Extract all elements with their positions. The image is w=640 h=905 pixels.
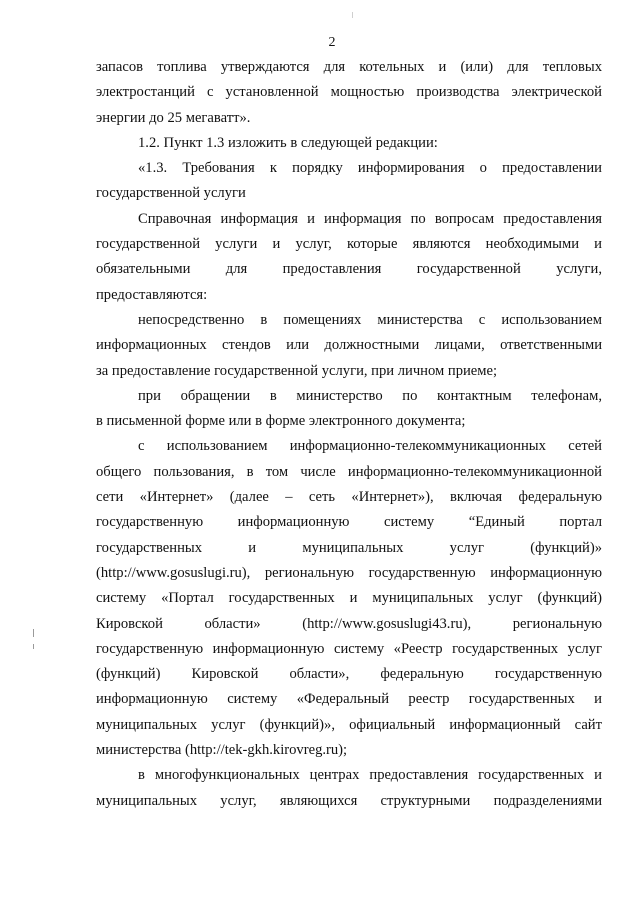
text-line: муниципальных услуг, являющихся структурными подразделениями	[96, 792, 602, 809]
text-line: министерства (http://tek-gkh.kirovreg.ru);	[96, 742, 348, 759]
text-line: 1.2. Пункт 1.3 изложить в следующей редакции:	[138, 134, 438, 151]
text-line: электростанций с установленной мощностью производства электрической	[96, 84, 602, 101]
text-line: общего пользования, в том числе информационно-телекоммуникационной	[96, 463, 602, 480]
text-line: Справочная информация и информация по вопросам предоставления	[138, 210, 602, 227]
scan-artifact	[33, 629, 34, 637]
paragraph-multifunctional-centers	[96, 763, 602, 814]
text-line: за предоставление государственной услуги, при личном приеме;	[96, 362, 498, 379]
text-line: непосредственно в помещениях министерства с использованием	[138, 311, 602, 328]
text-line: обязательными для предоставления государственной услуги,	[96, 261, 602, 278]
body-text	[96, 55, 602, 814]
text-line: предоставляются:	[96, 286, 208, 303]
text-line: информационных стендов или должностными лицами, ответственными	[96, 337, 602, 354]
text-line: информационную систему «Федеральный реестр государственных и	[96, 691, 602, 708]
text-line: в письменной форме или в форме электронного документа;	[96, 413, 466, 430]
paragraph-internet-networks	[96, 434, 602, 763]
text-line: при обращении в министерство по контактным телефонам,	[138, 387, 602, 404]
text-line: государственной услуги и услуг, которые являются необходимыми и	[96, 236, 602, 253]
text-line: систему «Портал государственных и муниципальных услуг (функций)	[96, 590, 602, 607]
text-line: государственную информационную систему «Реестр государственных услуг	[96, 640, 602, 657]
text-line: с использованием информационно-телекоммуникационных сетей	[138, 438, 602, 455]
scan-artifact	[33, 644, 34, 649]
text-line: запасов топлива утверждаются для котельных и (или) для тепловых	[96, 59, 602, 75]
paragraph-reference-info	[96, 207, 602, 308]
text-line: в многофункциональных центрах предоставления государственных и	[138, 767, 602, 784]
paragraph-fuel-reserves	[96, 55, 602, 131]
paragraph-section-1-3-heading	[96, 156, 602, 207]
text-line: муниципальных услуг (функций)», официальный информационный сайт	[96, 716, 602, 733]
paragraph-phone-contact	[96, 384, 602, 435]
text-line: государственную информационную систему “Единый портал	[96, 514, 602, 531]
text-line: энергии до 25 мегаватт».	[96, 109, 251, 126]
page-number: 2	[328, 35, 336, 50]
text-line: государственной услуги	[96, 185, 246, 202]
text-line: «1.3. Требования к порядку информирования о предоставлении	[138, 160, 602, 177]
text-line: (функций) Кировской области», федеральную государственную	[96, 666, 602, 683]
text-line: сети «Интернет» (далее – сеть «Интернет»), включая федеральную	[96, 489, 602, 506]
scan-artifact	[352, 12, 353, 18]
text-line: (http://www.gosuslugi.ru), региональную государственную информационную	[96, 564, 602, 581]
text-line: Кировской области» (http://www.gosuslugi43.ru), региональную	[96, 615, 602, 632]
text-line: государственных и муниципальных услуг (функций)»	[96, 539, 602, 556]
paragraph-ministry-premises	[96, 308, 602, 384]
paragraph-item-1-2	[96, 131, 602, 156]
